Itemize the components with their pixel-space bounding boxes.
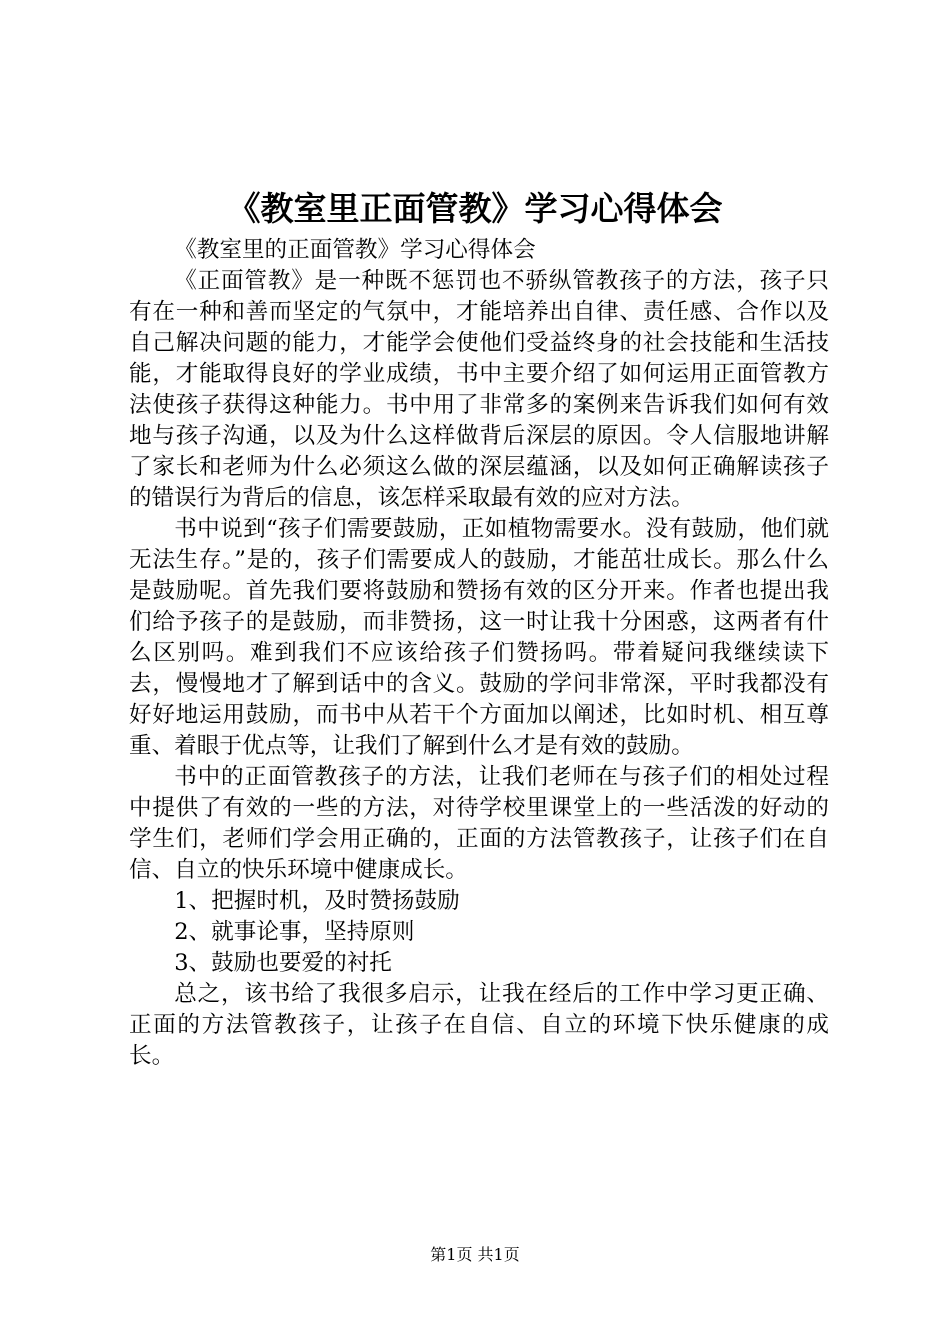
body-paragraph: 《正面管教》是一种既不惩罚也不骄纵管教孩子的方法，孩子只有在一种和善而坚定的气氛中，才能培养出自律、责任感、合作以及自己解决问题的能力，才能学会使他们受益终身的社会技能和生活技能，才能取得良好的学业成绩，书中主要介绍了如何运用正面管教方法使孩子获得这种能力。书中用了非常多的案例来告诉我们如何有效地与孩子沟通，以及为什么这样做背后深层的原因。令人信服地讲解了家长和老师为什么必须这么做的深层蕴涵，以及如何正确解读孩子的错误行为背后的信息，该怎样采取最有效的应对方法。 <box>129 268 829 511</box>
list-item: 1、把握时机，及时赞扬鼓励 <box>174 888 460 914</box>
document-title: 《教室里正面管教》学习心得体会 <box>227 189 723 228</box>
list-item: 2、就事论事，坚持原则 <box>174 919 415 945</box>
list-item: 3、鼓励也要爱的衬托 <box>174 950 392 976</box>
subtitle-paragraph: 《教室里的正面管教》学习心得体会 <box>174 237 536 263</box>
body-paragraph: 总之，该书给了我很多启示，让我在经后的工作中学习更正确、正面的方法管教孩子，让孩子在自信、自立的环境下快乐健康的成长。 <box>129 981 829 1069</box>
page-number-footer: 第1页 共1页 <box>430 1245 520 1264</box>
body-paragraph: 书中说到“孩子们需要鼓励，正如植物需要水。没有鼓励，他们就无法生存。”是的，孩子们需要成人的鼓励，才能茁壮成长。那么什么是鼓励呢。首先我们要将鼓励和赞扬有效的区分开来。作者也提出我们给予孩子的是鼓励，而非赞扬，这一时让我十分困惑，这两者有什么区别吗。难到我们不应该给孩子们赞扬吗。带着疑问我继续读下去，慢慢地才了解到话中的含义。鼓励的学问非常深，平时我都没有好好地运用鼓励，而书中从若干个方面加以阐述，比如时机、相互尊重、着眼于优点等，让我们了解到什么才是有效的鼓励。 <box>129 516 829 759</box>
body-paragraph: 书中的正面管教孩子的方法，让我们老师在与孩子们的相处过程中提供了有效的一些的方法，对待学校里课堂上的一些活泼的好动的学生们，老师们学会用正确的，正面的方法管教孩子，让孩子们在自信、自立的快乐环境中健康成长。 <box>129 764 829 883</box>
document-body <box>129 235 829 1072</box>
